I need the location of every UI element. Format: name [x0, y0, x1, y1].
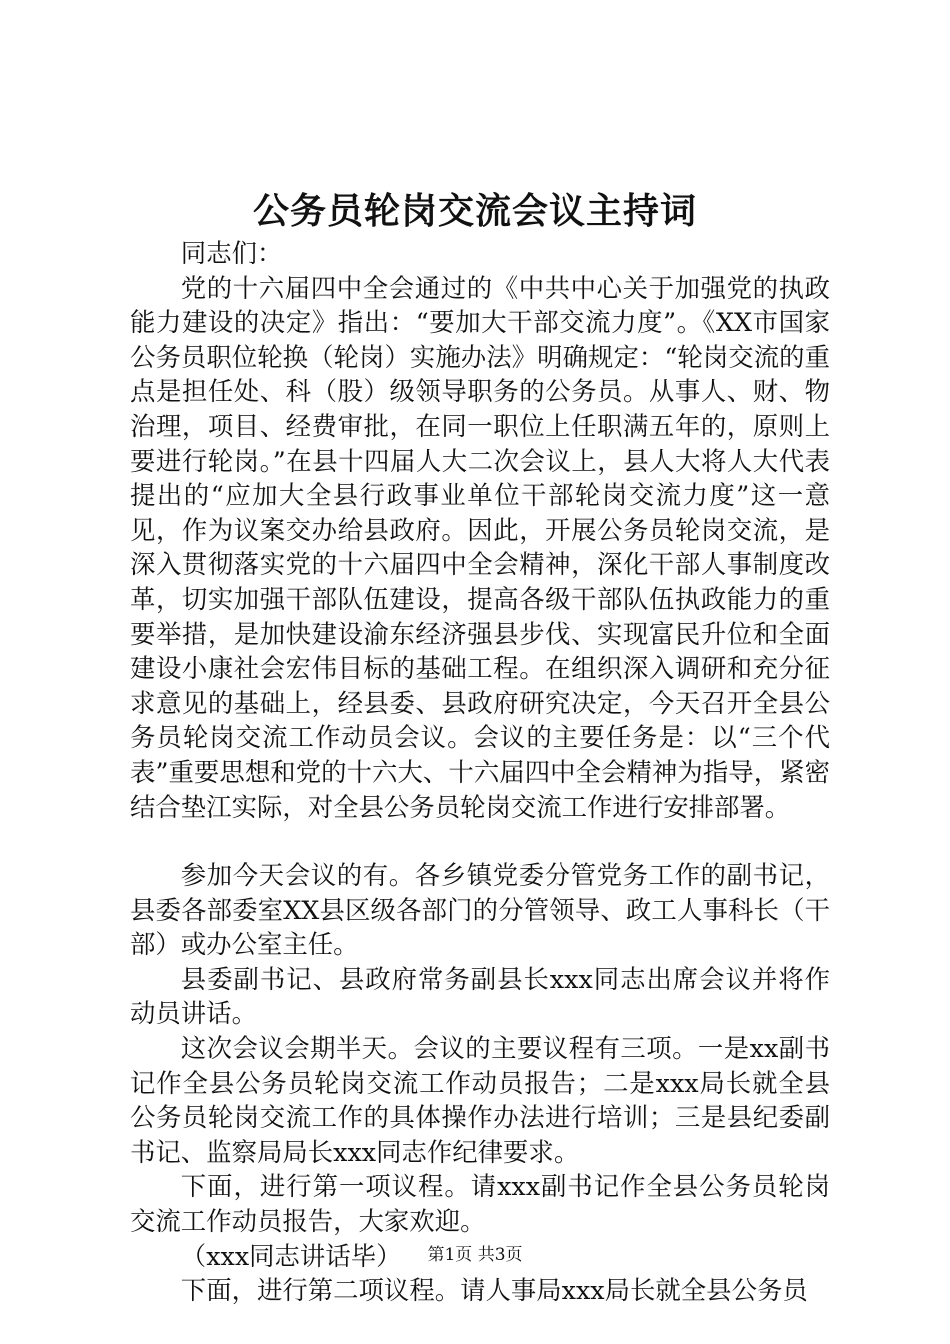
paragraph-item-two: 下面，进行第二项议程。请人事局xxx局长就全县公务员 [180, 1275, 808, 1306]
paragraph-item-one: 下面，进行第一项议程。请xxx副书记作全县公务员轮岗交流工作动员报告，大家欢迎。 [130, 1171, 830, 1237]
salutation: 同志们： [180, 238, 283, 268]
paragraph-background: 党的十六届四中全会通过的《中共中心关于加强党的执政能力建设的决定》指出：“要加大干部交流力度”。《XX市国家公务员职位轮换（轮岗）实施办法》明确规定：“轮岗交流的重点是担任处、科（股）级领导职务的公务员。从事人、财、物治理，项目、经费审批，在同一职位上任职满五年的，原则上要进行轮岗。”在县十四届人大二次会议上，县人大将人大代表提出的“应加大全县行政事业单位干部轮岗交流力度”这一意见，作为议案交办给县政府。因此，开展公务员轮岗交流，是深入贯彻落实党的十六届四中全会精神，深化干部人事制度改革，切实加强干部队伍建设，提高各级干部队伍执政能力的重要举措，是加快建设渝东经济强县步伐、实现富民升位和全面建设小康社会宏伟目标的基础工程。在组织深入调研和充分征求意见的基础上，经县委、县政府研究决定，今天召开全县公务员轮岗交流工作动员会议。会议的主要任务是：以“三个代表”重要思想和党的十六大、十六届四中全会精神为指导，紧密结合垫江实际，对全县公务员轮岗交流工作进行安排部署。 [130, 272, 830, 822]
paragraph-speech-end: （xxx同志讲话毕） [180, 1240, 402, 1271]
paragraph-attendees: 参加今天会议的有。各乡镇党委分管党务工作的副书记，县委各部委室XX县区级各部门的分管领导、政工人事科长（干部）或办公室主任。 [130, 860, 830, 960]
document-body [130, 236, 830, 1308]
page-footer: 第1页 共3页 [427, 1245, 523, 1265]
paragraph-agenda: 这次会议会期半天。会议的主要议程有三项。一是xx副书记作全县公务员轮岗交流工作动员报告；二是xxx局长就全县公务员轮岗交流工作的具体操作办法进行培训；三是县纪委副书记、监察局局长xxx同志作纪律要求。 [130, 1033, 830, 1167]
paragraph-speaker: 县委副书记、县政府常务副县长xxx同志出席会议并将作动员讲话。 [130, 963, 830, 1029]
document-title: 公务员轮岗交流会议主持词 [252, 190, 697, 232]
